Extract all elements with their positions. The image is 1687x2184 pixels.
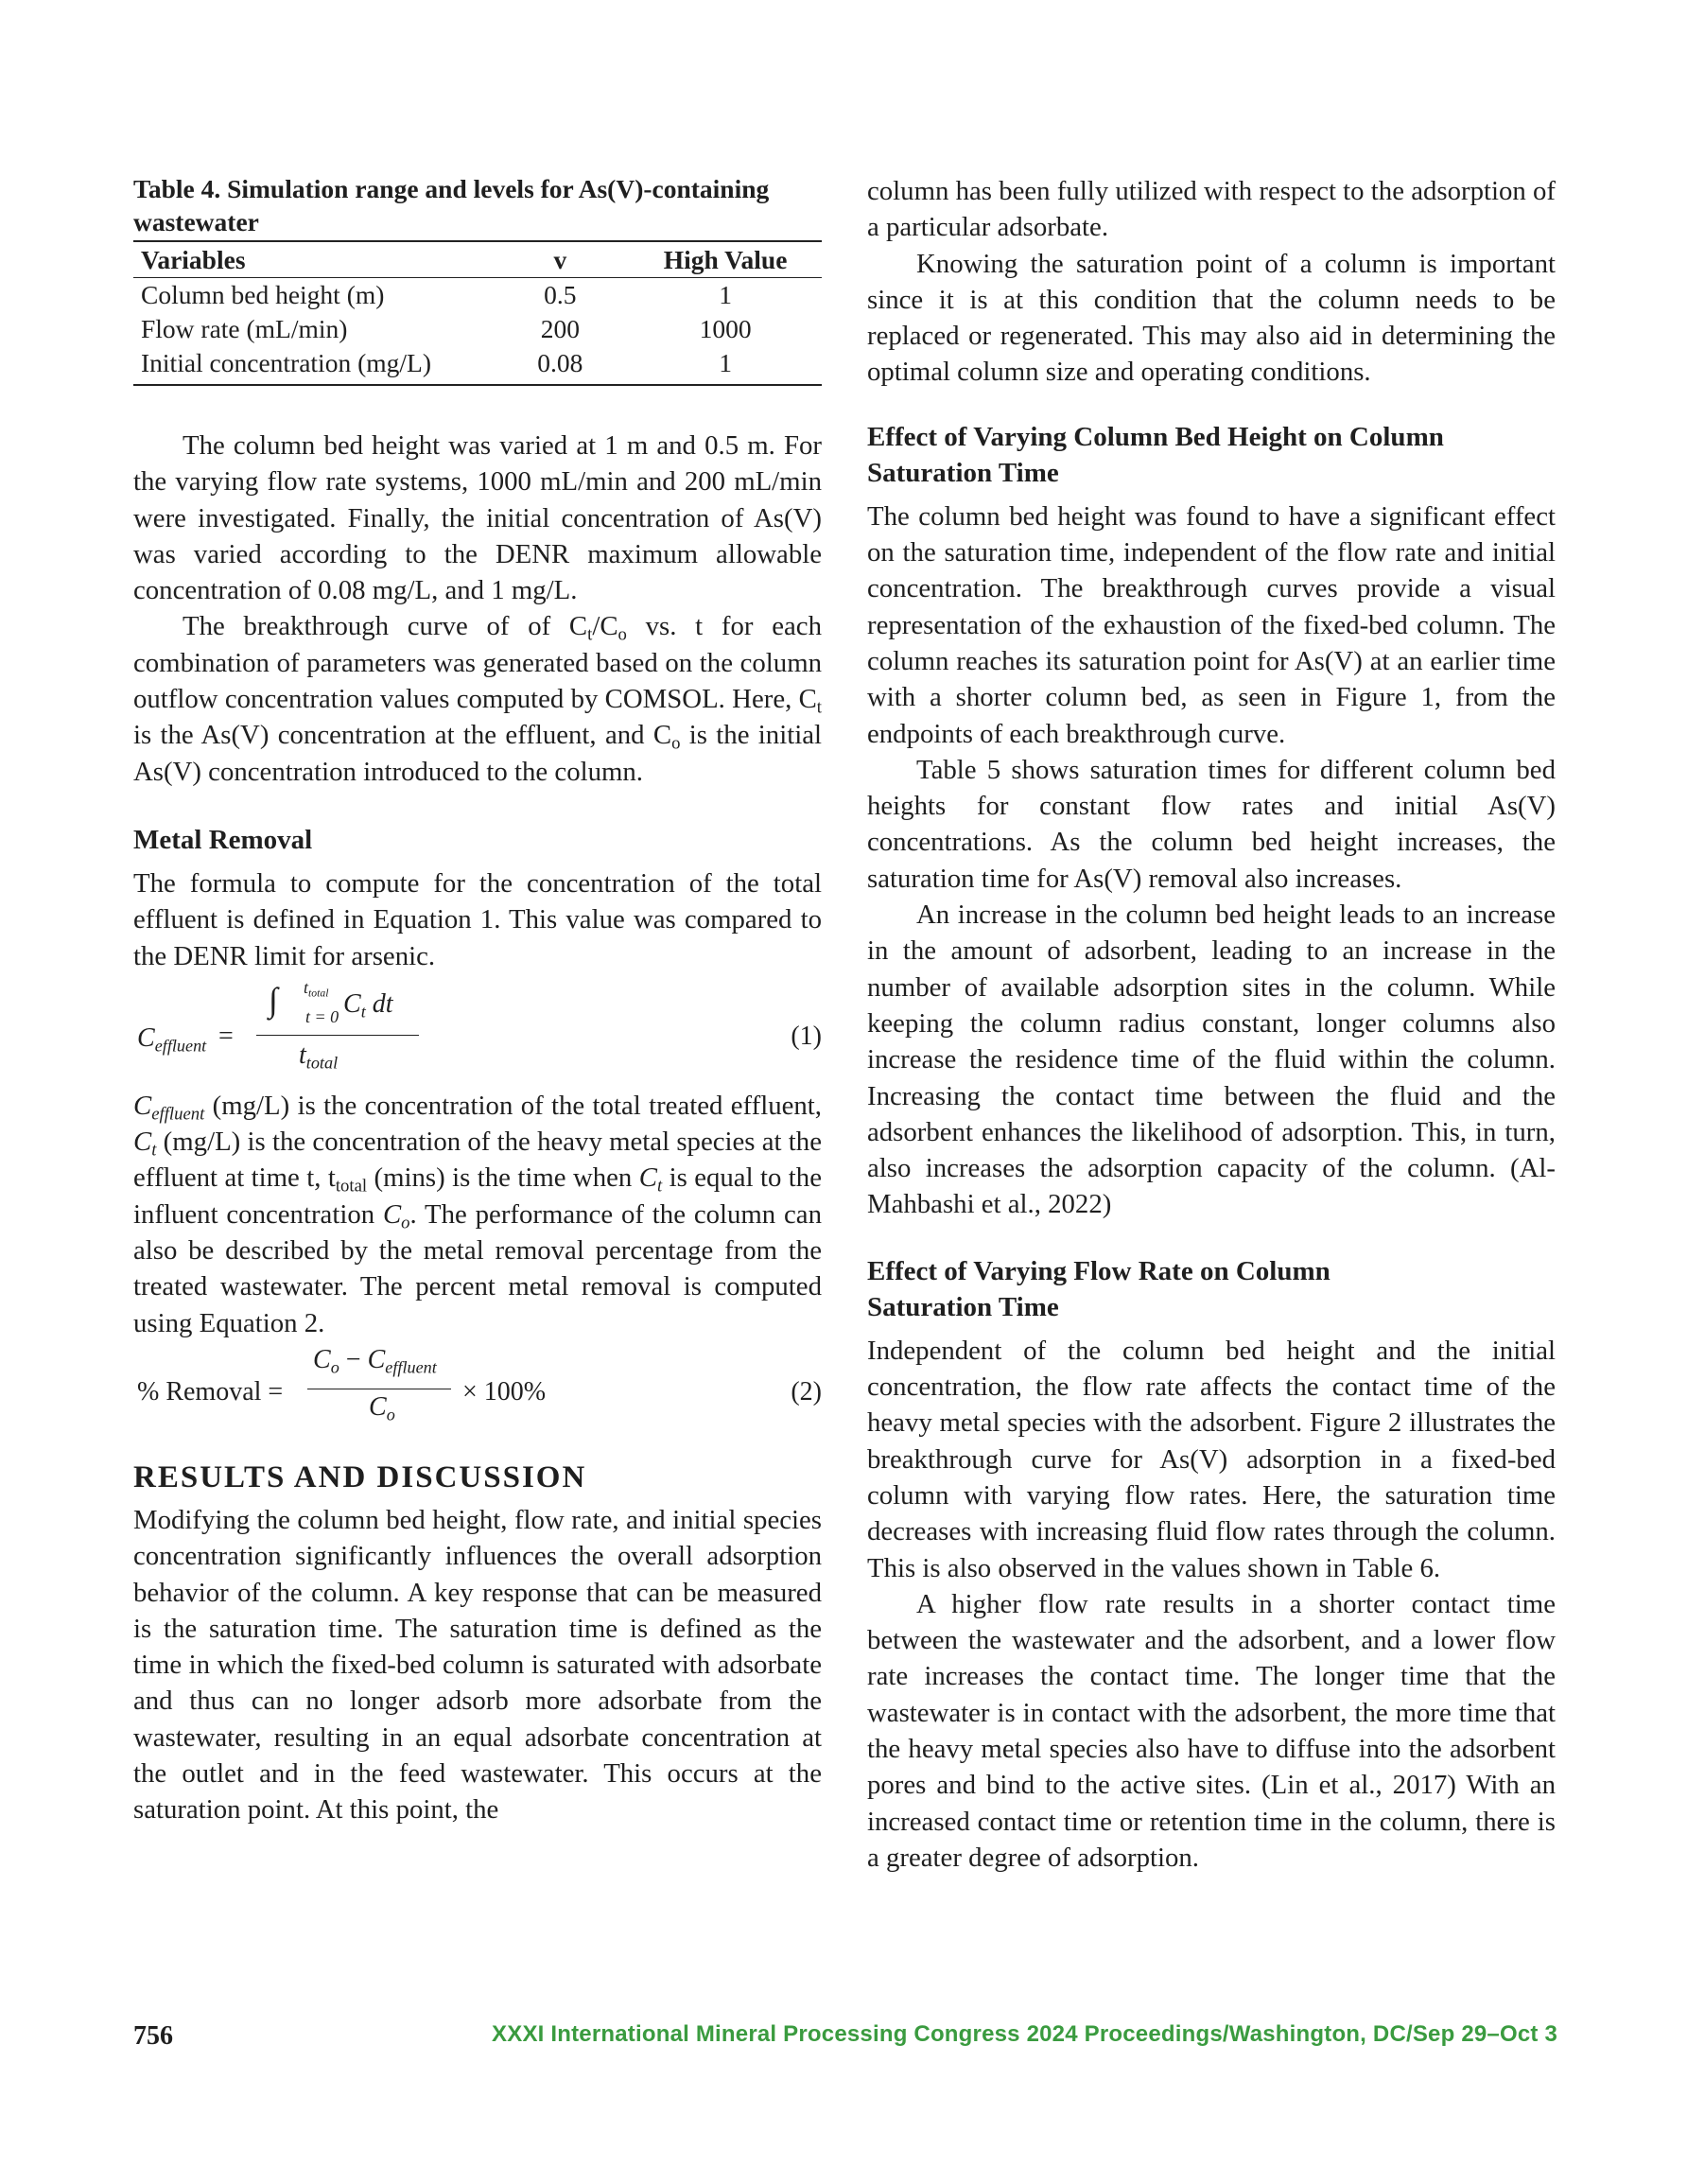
- table-header: v: [492, 241, 630, 278]
- section-heading: RESULTS AND DISCUSSION: [133, 1459, 587, 1494]
- table-cell: Column bed height (m): [141, 280, 385, 309]
- paragraph: Knowing the saturation point of a column is important since it is at this condition that the column needs to be replaced or regenerated. This may also aid in determining the optimal column size and operating conditions.: [867, 248, 1556, 388]
- table-cell: Initial concentration (mg/L): [133, 346, 492, 385]
- paragraph: The formula to compute for the concentration of the total effluent is defined in Equation 1. This value was compared to the DENR limit for arsenic.: [133, 867, 822, 971]
- fraction-line: [256, 1035, 419, 1037]
- integral-lower: t = 0: [305, 1006, 339, 1026]
- table-cell: 1000: [699, 314, 752, 343]
- paragraph: The breakthrough curve of of $C_t/C_o$ vs. t for each combination of parameters was generated based on the column outflow concentration values computed by COMSOL. Here, $C_t$ is the As(V) concentration at the effluent, and $C_o$ is the initial As(V) concentration introduced to the column.: [133, 611, 822, 787]
- eq-numerator: $C_o - C_{effluent}$: [313, 1344, 437, 1377]
- paragraph: A higher flow rate results in a shorter contact time between the wastewater and the adsorbent, and a lower flow rate increases the contact time. The longer time that the wastewater is in contact with the adsorbent, the more time that the heavy metal species also have to diffuse into the adsorbent pores and bind to the active sites. (Lin et al., 2017) With an increased contact time or retention time in the column, there is a greater degree of adsorption.: [867, 1588, 1556, 1873]
- paragraph: The column bed height was varied at 1 m and 0.5 m. For the varying flow rate systems, 1000 mL/min and 200 mL/min were investigated. Finally, the initial concentration of As(V) was varied according to the DENR maximum allowable concentration of 0.08 mg/L, and 1 mg/L.: [133, 430, 822, 606]
- eq-times: × 100%: [462, 1376, 547, 1406]
- eq-lhs: $C_{effluent}$: [137, 1022, 207, 1056]
- table-cell: 1: [629, 346, 822, 385]
- table-cell: 0.08: [492, 346, 630, 385]
- integrand: $C_t$ dt: [343, 988, 393, 1022]
- section-heading: Effect of Varying Flow Rate on Column Saturation Time: [867, 1255, 1330, 1322]
- table-cell: 1: [719, 280, 732, 309]
- paragraph: An increase in the column bed height leads to an increase in the amount of adsorbent, leading to an increase in the number of available adsorption sites in the column. While keeping the column radius constant, longer columns also increase the residence time of the fluid within the column. Increasing the contact time between the fluid and the adsorbent enhances the likelihood of adsorption. This, in turn, also increases the adsorption capacity of the column. (Al-Mahbashi et al., 2022): [867, 900, 1556, 1220]
- section-heading: Metal Removal: [133, 824, 313, 855]
- table-header-row: [133, 241, 822, 278]
- table-cell: Flow rate (mL/min): [141, 314, 348, 343]
- integral-sign: ∫: [269, 980, 278, 1019]
- equation-number: (1): [791, 1021, 822, 1051]
- page-number: 756: [133, 2021, 173, 2051]
- section-heading: Effect of Varying Column Bed Height on Column Saturation Time: [867, 421, 1444, 488]
- table-row: [133, 312, 822, 346]
- integral-upper: $t_{total}$: [304, 977, 329, 1000]
- table-header: Variables: [133, 241, 492, 278]
- table-cell: 0.5: [544, 280, 577, 309]
- paragraph: column has been fully utilized with respect to the adsorption of a particular adsorbate.: [867, 176, 1556, 243]
- equation-1: [133, 977, 822, 1088]
- journal-title: XXXI International Mineral Processing Congress 2024 Proceedings/Washington, DC/Sep 29–Oct 3: [492, 2021, 1557, 2047]
- eq-denominator: $C_o$: [369, 1391, 395, 1424]
- table-header: High Value: [629, 241, 822, 278]
- left-column: [133, 172, 822, 1828]
- right-column: [867, 173, 1556, 1876]
- paragraph: $C_{effluent}$ (mg/L) is the concentration of the total treated effluent, $C_t$ (mg/L) is the concentration of the heavy metal species at the effluent at time t, $t_{total}$ (mins) is the time when $C_t$ is equal to the influent concentration $C_o$. The performance of the column can also be described by the metal removal percentage from the treated wastewater. The percent metal removal is computed using Equation 2.: [133, 1090, 822, 1338]
- table-row: [133, 346, 822, 385]
- eq-lhs: % Removal =: [137, 1376, 284, 1406]
- paragraph: Table 5 shows saturation times for different column bed heights for constant flow rates and initial As(V) concentrations. As the column bed height increases, the saturation time for As(V) removal also increases.: [867, 754, 1556, 894]
- table-cell: 200: [540, 314, 580, 343]
- table-row: [133, 278, 822, 313]
- paragraph: Modifying the column bed height, flow rate, and initial species concentration significantly influences the overall adsorption behavior of the column. A key response that can be measured is the saturation time. The saturation time is defined as the time in which the fixed-bed column is saturated with adsorbate and thus can no longer adsorb more adsorbate from the wastewater, resulting in an equal adsorbate concentration at the outlet and in the feed wastewater. This occurs at the saturation point. At this point, the: [133, 1504, 822, 1826]
- table-4: [133, 240, 822, 386]
- fraction-line: [307, 1389, 451, 1390]
- eq-denominator: $t_{total}$: [299, 1040, 339, 1073]
- paragraph: The column bed height was found to have a significant effect on the saturation time, independent of the flow rate and initial concentration. The breakthrough curves provide a visual representation of the exhaustion of the fixed-bed column. The column reaches its saturation point for As(V) at an earlier time with a shorter column bed, as seen in Figure 1, from the endpoints of each breakthrough curve.: [867, 500, 1556, 749]
- equation-2: [133, 1345, 822, 1436]
- eq-sign: =: [218, 1021, 234, 1051]
- paragraph: Independent of the column bed height and the initial concentration, the flow rate affects the contact time of the heavy metal species with the adsorbent. Figure 2 illustrates the breakthrough curve for As(V) adsorption in a fixed-bed column with varying flow rates. Here, the saturation time decreases with increasing fluid flow rates through the column. This is also observed in the values shown in Table 6.: [867, 1335, 1556, 1583]
- table-4-caption: Table 4. Simulation range and levels for As(V)-containing wastewater: [133, 174, 770, 236]
- equation-number: (2): [791, 1376, 822, 1406]
